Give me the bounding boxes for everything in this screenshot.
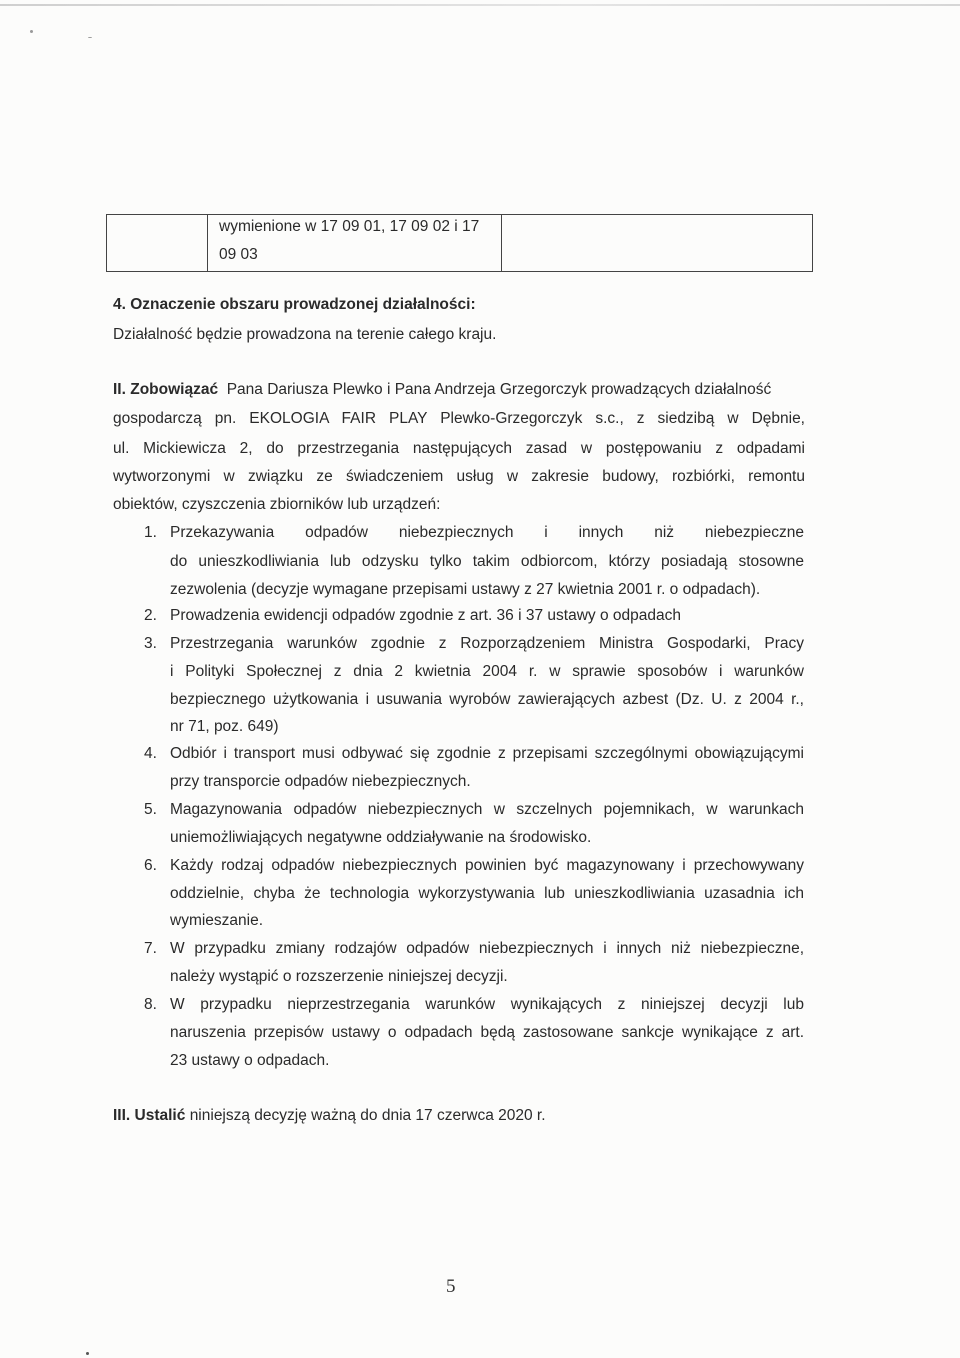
table-cell-line: wymienione w 17 09 01, 17 09 02 i 17 — [219, 218, 480, 235]
section-II-line-1-text: Pana Dariusza Plewko i Pana Andrzeja Grzegorczyk prowadzących działalność — [226, 381, 772, 398]
section-II-line: obiektów, czyszczenia zbiorników lub urządzeń: — [113, 496, 441, 513]
list-item-number: 8. — [144, 996, 157, 1013]
list-item-line: bezpiecznego użytkowania i usuwania wyrobów zawierających azbest (Dz. U. z 2004 r., — [170, 691, 804, 708]
list-item-number: 3. — [144, 635, 157, 652]
section-III-text: niniejszą decyzję ważną do dnia 17 czerwca 2020 r. — [189, 1107, 546, 1124]
list-item-line: Przekazywania odpadów niebezpiecznych i innych niż niebezpieczne — [170, 524, 804, 541]
list-item-line: naruszenia przepisów ustawy o odpadach będą zastosowane sankcje wynikające z art. — [170, 1024, 804, 1041]
table-cell-empty-left — [107, 215, 208, 271]
list-item-line: W przypadku nieprzestrzegania warunków wynikających z niniejszej decyzji lub — [170, 996, 804, 1013]
list-item-line: W przypadku zmiany rodzajów odpadów niebezpiecznych i innych niż niebezpieczne, — [170, 940, 804, 957]
list-item-number: 2. — [144, 607, 157, 624]
waste-table-fragment — [106, 214, 813, 272]
list-item-line: zezwolenia (decyzje wymagane przepisami ustawy z 27 kwietnia 2001 r. o odpadach). — [170, 581, 761, 598]
list-item-line: Każdy rodzaj odpadów niebezpiecznych powinien być magazynowany i przechowywany — [170, 857, 804, 874]
list-item-line: wymieszanie. — [170, 912, 264, 929]
section-4-text: Działalność będzie prowadzona na terenie całego kraju. — [113, 326, 497, 343]
list-item-number: 6. — [144, 857, 157, 874]
scan-speck — [88, 37, 92, 38]
section-II-line: ul. Mickiewicza 2, do przestrzegania następujących zasad w postępowaniu z odpadami — [113, 440, 805, 457]
list-item-line: 23 ustawy o odpadach. — [170, 1052, 330, 1069]
page-scan-edge — [0, 4, 960, 6]
list-item-number: 4. — [144, 745, 157, 762]
table-cell-description — [207, 215, 502, 271]
list-item-line: Magazynowania odpadów niebezpiecznych w szczelnych pojemnikach, w warunkach — [170, 801, 804, 818]
section-II-line: wytworzonymi w związku ze świadczeniem usług w zakresie budowy, rozbiórki, remontu — [113, 468, 805, 485]
list-item-line: oddzielnie, chyba że technologia wykorzystywania lub unieszkodliwiania uzasadnia ich — [170, 885, 804, 902]
list-item-number: 5. — [144, 801, 157, 818]
section-II-line — [113, 381, 805, 399]
section-III-label: III. Ustalić — [113, 1107, 186, 1124]
list-item-line: przy transporcie odpadów niebezpiecznych. — [170, 773, 471, 790]
list-item-line: Odbiór i transport musi odbywać się zgodnie z przepisami szczególnymi obowiązującymi — [170, 745, 804, 762]
list-item-line: Przestrzegania warunków zgodnie z Rozporządzeniem Ministra Gospodarki, Pracy — [170, 635, 804, 652]
table-cell-line: 09 03 — [219, 246, 258, 263]
list-item-line: i Polityki Społecznej z dnia 2 kwietnia 2004 r. w sprawie sposobów i warunków — [170, 663, 804, 680]
list-item-line: do unieszkodliwiania lub odzysku tylko takim odbiorcom, którzy posiadają stosowne — [170, 553, 804, 570]
list-item-line: uniemożliwiających negatywne oddziaływanie na środowisko. — [170, 829, 592, 846]
list-item-line: należy wystąpić o rozszerzenie niniejszej decyzji. — [170, 968, 508, 985]
section-II-line: gospodarczą pn. EKOLOGIA FAIR PLAY Plewko-Grzegorczyk s.c., z siedzibą w Dębnie, — [113, 410, 805, 427]
list-item-line: Prowadzenia ewidencji odpadów zgodnie z art. 36 i 37 ustawy o odpadach — [170, 607, 681, 624]
list-item-number: 7. — [144, 940, 157, 957]
section-II-label: II. Zobowiązać — [113, 381, 219, 398]
scan-speck — [86, 1352, 89, 1355]
scan-speck — [30, 30, 33, 33]
list-item-line: nr 71, poz. 649) — [170, 718, 279, 735]
list-item-number: 1. — [144, 524, 157, 541]
page-number: 5 — [446, 1276, 456, 1297]
section-III-line — [113, 1107, 546, 1125]
section-4-heading: 4. Oznaczenie obszaru prowadzonej działalności: — [113, 296, 476, 313]
